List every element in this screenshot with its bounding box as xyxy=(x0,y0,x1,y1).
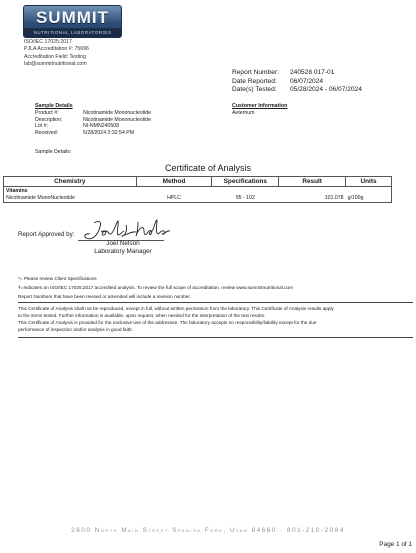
customer-info-heading: Customer Information xyxy=(232,103,288,109)
received-value: 5/28/2024 2:32:54 PM xyxy=(83,129,135,136)
notes xyxy=(18,274,293,301)
dates-tested-value: 05/28/2024 - 06/07/2024 xyxy=(290,86,362,94)
disclaimer-line-4: performance of inspection and/or analysis in good faith. xyxy=(18,326,133,332)
customer-name: Aeternum xyxy=(232,110,255,116)
divider xyxy=(18,302,413,303)
page-number: Page 1 of 1 xyxy=(379,541,412,548)
disclaimer-line-3: This Certificate of Analysis is provided for the exclusive use of the addressee. The laboratory accepts no responsibility/liability except for the due xyxy=(18,319,317,325)
product-row xyxy=(35,110,151,117)
signer-block xyxy=(80,240,166,257)
accreditation-number: PJLA Accreditation #: 75696 xyxy=(24,46,89,53)
logo-wordmark: SUMMIT xyxy=(35,8,110,27)
disclaimer-line-1: This Certificate of Analysis shall not be reproduced, except in full, without written permission from the laboratory. This Certificate of Analysis results apply xyxy=(18,306,334,311)
table-header-row xyxy=(4,177,392,187)
lot-label: Lot #: xyxy=(35,123,48,130)
sample-details-label: Sample Details: xyxy=(35,149,72,155)
lab-info xyxy=(24,39,89,69)
header-units: Units xyxy=(346,177,392,187)
lab-email: lab@summitnutritional.com xyxy=(24,61,87,68)
signer-title: Laboratory Manager xyxy=(94,248,152,256)
results-table xyxy=(3,176,392,203)
received-label: Received: xyxy=(35,129,59,136)
approved-by-label: Report Approved by: xyxy=(18,231,75,238)
dates-tested-label: Date(s) Tested: xyxy=(232,86,277,94)
report-number-label: Report Number: xyxy=(232,69,279,76)
product-label: Product #: xyxy=(35,110,59,116)
divider xyxy=(18,337,413,338)
signer-name: Joel Nelson xyxy=(106,240,140,247)
lot-value: NI-NMN240508 xyxy=(83,123,120,130)
description-row xyxy=(35,117,151,124)
header-specifications: Specifications xyxy=(212,177,279,187)
disclaimer xyxy=(18,306,410,334)
note-revisions: Report Numbers that have been revised or amended will include a revision number. xyxy=(18,294,192,299)
iso-standard: ISO/IEC 17025:2017 xyxy=(24,39,72,45)
table-row xyxy=(4,195,392,203)
report-meta xyxy=(232,69,362,95)
category-row xyxy=(4,187,392,195)
description-value: Nicotinamide Mononucleotide xyxy=(83,116,152,123)
cell-method: HPLC xyxy=(136,195,212,203)
description-label: Description: xyxy=(35,116,63,123)
date-reported-value: 06/07/2024 xyxy=(290,77,324,85)
note-client-specs: *= Please review Client Specifications xyxy=(18,276,97,281)
lot-row xyxy=(35,123,151,130)
date-reported-label: Date Reported: xyxy=(232,77,277,85)
header-method: Method xyxy=(136,177,212,187)
sample-details xyxy=(35,110,151,136)
sample-details-heading: Sample Details xyxy=(35,103,73,109)
report-number-row xyxy=(232,69,362,78)
category-label: Vitamins xyxy=(4,187,137,195)
product-value: Nicotinamide Mononucleotide xyxy=(83,110,152,116)
cell-chemistry: Nicotinamide MonoNucleotide xyxy=(4,195,137,203)
cell-units: g/100g xyxy=(346,195,392,203)
logo-tagline: NUTRITIONAL LABORATORIES xyxy=(24,28,121,37)
cell-specification: 95 - 102 xyxy=(212,195,279,203)
received-row xyxy=(35,130,151,137)
report-number-value: 240528 017-01 xyxy=(290,69,335,76)
footer-address: 2600 North Main Street Spanish Fork, Utah 84660 · 801-210-2084 xyxy=(71,527,345,534)
header-chemistry: Chemistry xyxy=(4,177,137,187)
header-result: Result xyxy=(279,177,346,187)
accreditation-field: Accreditation Field: Testing xyxy=(24,53,86,60)
date-reported-row xyxy=(232,78,362,87)
cell-result: 101.078 xyxy=(279,195,346,203)
company-logo xyxy=(23,5,122,38)
dates-tested-row xyxy=(232,86,362,95)
note-accreditation: ǂ=Indicates an ISO/IEC 17025:2017 accredited analysis. To review the full scope of accreditation, review www.summitnutritional.com xyxy=(18,285,294,290)
disclaimer-line-2: to the items tested. Further information is available, upon request, when needed for the interpretation of the test results. xyxy=(18,312,266,318)
certificate-title: Certificate of Analysis xyxy=(164,163,252,173)
